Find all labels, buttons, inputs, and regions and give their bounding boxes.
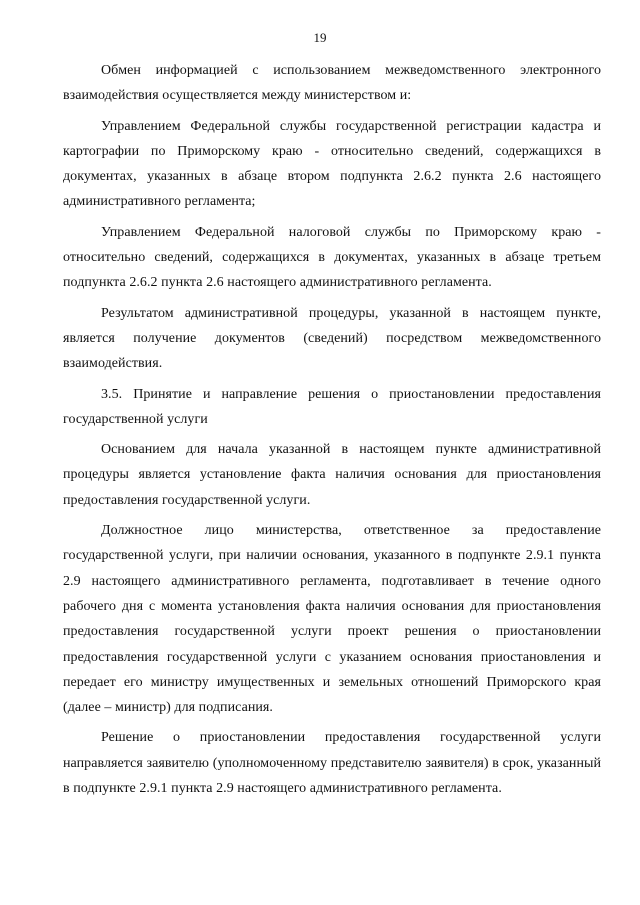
paragraph-exchange-intro: Обмен информацией с использованием межведомственного электронного взаимодействия осуществляется между министерством и: xyxy=(63,63,601,104)
paragraph-basis: Основанием для начала указанной в настоящем пункте административной процедуры является установление факта наличия основания для приостановления предоставления государственной услуги. xyxy=(63,442,601,508)
paragraph-official-duties: Должностное лицо министерства, ответственное за предоставление государственной услуги, при наличии основания, указанного в подпункте 2.9.1 пункта 2.9 настоящего административного регламента, подготавливает в течение одного рабочего дня с момента установления факта наличия основания для приостановления предоставления государственной услуги проект решения о приостановлении предоставления государственной услуги с указанием основания приостановления и передает его министру имущественных и земельных отношений Приморского края (далее – министр) для подписания. xyxy=(63,523,601,716)
paragraph-decision-sent: Решение о приостановлении предоставления государственной услуги направляется заявителю (уполномоченному представителю заявителя) в срок, указанный в подпункте 2.9.1 пункта 2.9 настоящего административного регламента. xyxy=(63,730,601,797)
paragraph-procedure-result: Результатом административной процедуры, указанной в настоящем пункте, является получение документов (сведений) посредством межведомственного взаимодействия. xyxy=(63,305,601,372)
page-number: 19 xyxy=(313,30,327,45)
paragraph-rosreestr: Управлением Федеральной службы государственной регистрации кадастра и картографии по Приморскому краю - относительно сведений, содержащихся в документах, указанных в абзаце втором подпункта 2.6.2 пункта 2.6 настоящего административного регламента; xyxy=(63,118,601,210)
document-body xyxy=(63,58,601,806)
section-heading-3-5: 3.5. Принятие и направление решения о приостановлении предоставления государственной услуги xyxy=(63,386,601,427)
paragraph-tax-service: Управлением Федеральной налоговой службы по Приморскому краю - относительно сведений, содержащихся в документах, указанных в абзаце третьем подпункта 2.6.2 пункта 2.6 настоящего административного регламента. xyxy=(63,224,601,291)
